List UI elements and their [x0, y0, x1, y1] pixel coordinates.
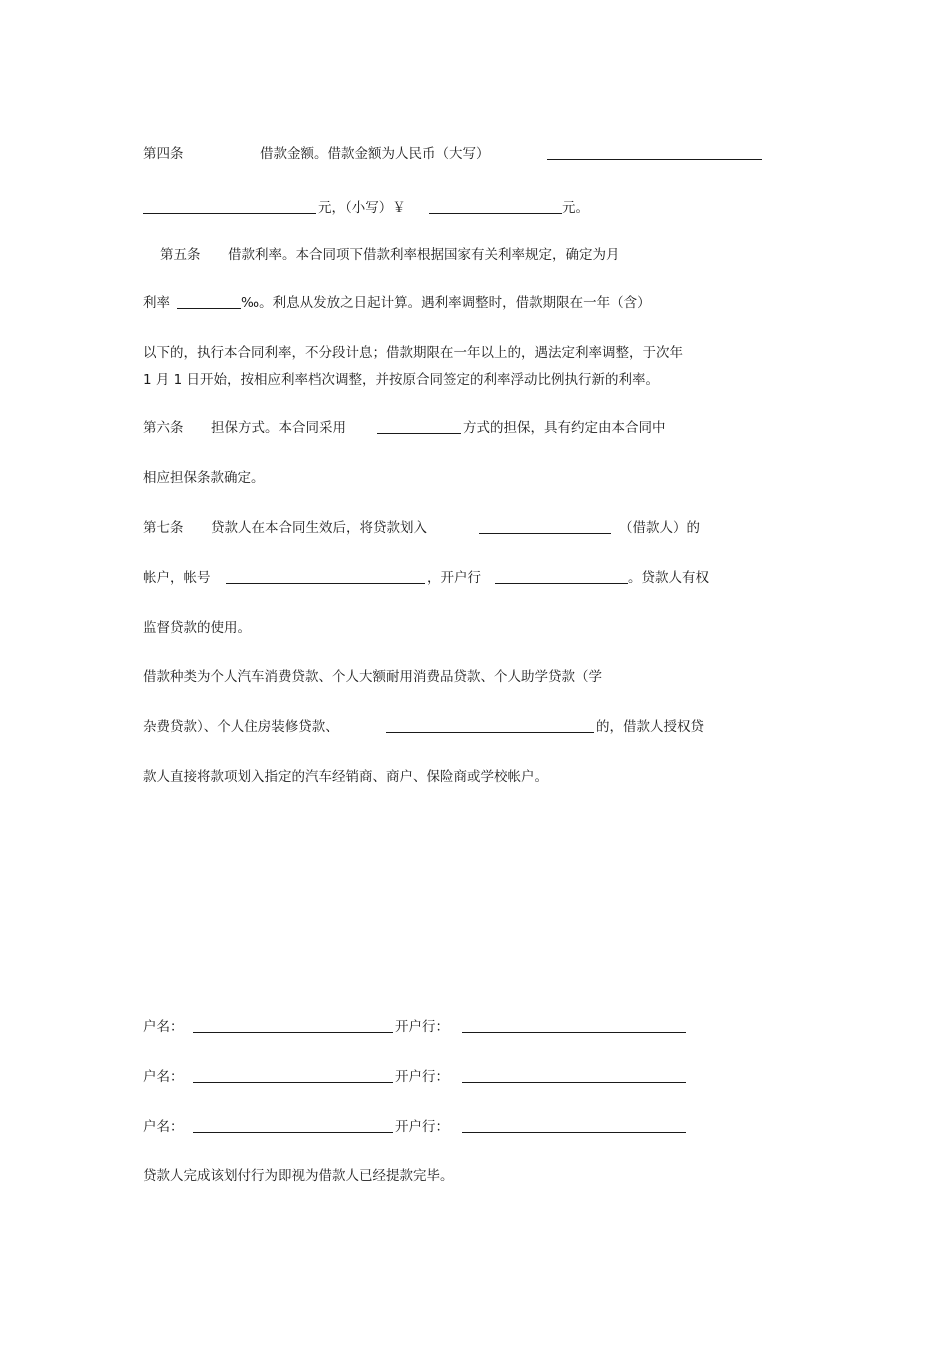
loan-types-text-3: 款人直接将款项划入指定的汽车经销商、商户、保险商或学校帐户。	[143, 769, 548, 785]
opening-bank-blank[interactable]	[495, 583, 628, 584]
article-4-unit-end: 元。	[562, 200, 589, 216]
borrower-name-blank[interactable]	[479, 533, 611, 534]
account-name-blank[interactable]	[193, 1032, 393, 1033]
account-label: 帐户，帐号	[143, 570, 211, 586]
loan-types-text: 借款种类为个人汽车消费贷款、个人大额耐用消费品贷款、个人助学贷款（学	[143, 669, 602, 685]
monthly-rate-blank[interactable]	[177, 308, 241, 309]
amount-uppercase-blank-cont[interactable]	[143, 213, 316, 214]
rate-text-2: 以下的，执行本合同利率，不分段计息；借款期限在一年以上的，遇法定利率调整，于次年	[143, 345, 683, 361]
article-4-text: 借款金额。借款金额为人民币（大写）	[260, 146, 490, 162]
closing-text: 贷款人完成该划付行为即视为借款人已经提款完毕。	[143, 1168, 454, 1184]
account-name-blank[interactable]	[193, 1082, 393, 1083]
account-bank-label: 开户行：	[395, 1119, 449, 1135]
account-name-label: 户名：	[143, 1069, 184, 1085]
article-5-number: 第五条	[160, 247, 201, 263]
account-bank-blank[interactable]	[462, 1132, 686, 1133]
article-7-text-3: 监督贷款的使用。	[143, 620, 251, 636]
other-loan-type-blank[interactable]	[386, 732, 594, 733]
account-name-blank[interactable]	[193, 1132, 393, 1133]
account-bank-blank[interactable]	[462, 1082, 686, 1083]
loan-types-text-2: 杂费贷款）、个人住房装修贷款、	[143, 719, 339, 735]
account-bank-label: 开户行：	[395, 1019, 449, 1035]
amount-lowercase-blank[interactable]	[429, 213, 562, 214]
article-7-number: 第七条	[143, 520, 184, 536]
article-7-line-2-end: 。贷款人有权	[628, 570, 709, 586]
account-bank-blank[interactable]	[462, 1032, 686, 1033]
article-4-number: 第四条	[143, 146, 184, 162]
article-6-text: 担保方式。本合同采用	[211, 420, 346, 436]
article-5-text: 借款利率。本合同项下借款利率根据国家有关利率规定，确定为月	[228, 247, 620, 263]
account-name-label: 户名：	[143, 1019, 184, 1035]
rate-label: 利率	[143, 295, 170, 311]
amount-uppercase-blank[interactable]	[547, 159, 762, 160]
opening-bank-label: ，开户行	[427, 570, 481, 586]
guarantee-method-blank[interactable]	[377, 433, 461, 434]
loan-types-suffix: 的，借款人授权贷	[596, 719, 704, 735]
account-name-label: 户名：	[143, 1119, 184, 1135]
article-6-text-2: 相应担保条款确定。	[143, 470, 265, 486]
article-7-text: 贷款人在本合同生效后，将贷款划入	[211, 520, 427, 536]
rate-text: ‰。利息从发放之日起计算。遇利率调整时，借款期限在一年（含）	[241, 295, 651, 311]
article-6-suffix: 方式的担保，具有约定由本合同中	[463, 420, 666, 436]
article-4-unit: 元，（小写）￥	[318, 200, 406, 216]
account-number-blank[interactable]	[226, 583, 425, 584]
account-bank-label: 开户行：	[395, 1069, 449, 1085]
rate-text-3: 1 月 1 日开始，按相应利率档次调整，并按原合同签定的利率浮动比例执行新的利率。	[143, 372, 660, 388]
article-7-suffix: （借款人）的	[619, 520, 700, 536]
article-6-number: 第六条	[143, 420, 184, 436]
